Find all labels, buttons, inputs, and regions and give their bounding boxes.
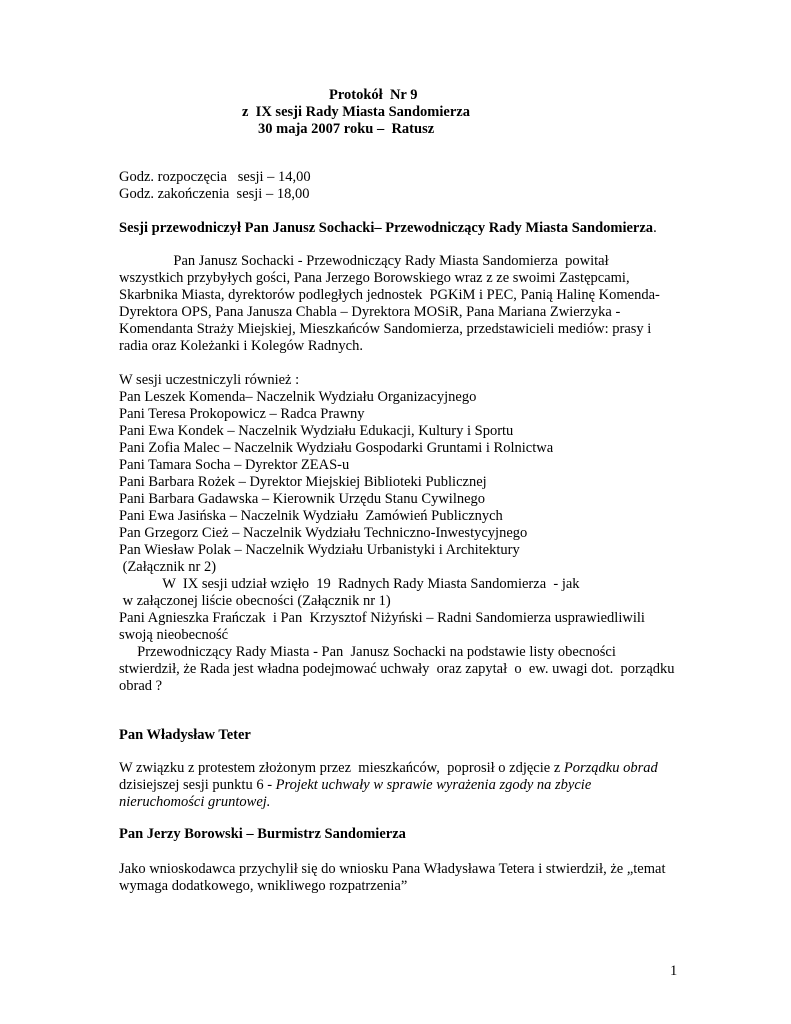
participant-item: Pani Ewa Jasińska – Naczelnik Wydziału Zamówień Publicznych [119,508,503,524]
speaker-text: W związku z protestem złożonym przez mieszkańców, poprosił o zdjęcie z [119,760,564,776]
intro-line: Skarbnika Miasta, dyrektorów podległych jednostek PGKiM i PEC, Panią Halinę Komenda- [119,287,660,303]
speaker-heading: Pan Jerzy Borowski – Burmistrz Sandomierza [119,826,406,842]
chair-statement-bold: Sesji przewodniczył Pan Janusz Sochacki– Przewodniczący Rady Miasta Sandomierza [119,220,654,236]
intro-line: Dyrektora OPS, Pana Janusza Chabla – Dyrektora MOSiR, Pana Mariana Zwierzyka - [119,304,621,320]
participant-item: Pani Ewa Kondek – Naczelnik Wydziału Edukacji, Kultury i Sportu [119,423,514,439]
intro-line: radia oraz Koleżanki i Kolegów Radnych. [119,338,363,354]
participant-item: Pan Leszek Komenda– Naczelnik Wydziału Organizacyjnego [119,389,477,405]
attendance-line: w załączonej liście obecności (Załącznik nr 1) [119,593,391,609]
speaker-heading: Pan Władysław Teter [119,727,251,743]
speaker-text-line: wymaga dodatkowego, wnikliwego rozpatrzenia” [119,878,408,894]
attendance-line: Przewodniczący Rady Miasta - Pan Janusz Sochacki na podstawie listy obecności [119,644,616,660]
speaker-text-italic: Porządku obrad [563,760,658,776]
intro-line: wszystkich przybyłych gości, Pana Jerzego Borowskiego wraz z ze swoimi Zastępcami, [119,270,630,286]
attendance-line: obrad ? [119,678,163,694]
speaker-text-italic: Projekt uchwały w sprawie wyrażenia zgody na zbycie [275,777,592,793]
participant-item: Pani Tamara Socha – Dyrektor ZEAS-u [119,457,350,473]
participant-item: Pani Zofia Malec – Naczelnik Wydziału Gospodarki Gruntami i Rolnictwa [119,440,554,456]
participant-item: Pan Wiesław Polak – Naczelnik Wydziału Urbanistyki i Architektury [119,542,520,558]
page-number: 1 [670,963,678,979]
intro-line: Pan Janusz Sochacki - Przewodniczący Rady Miasta Sandomierza powitał [119,253,609,269]
intro-line: Komendanta Straży Miejskiej, Mieszkańców Sandomierza, przedstawicieli mediów: prasy i [119,321,652,337]
speaker-text-line: nieruchomości gruntowej. [119,794,271,810]
speaker-text-line [119,777,591,794]
chair-statement [119,220,657,237]
participants-heading: W sesji uczestniczyli również : [119,372,300,388]
attendance-line: stwierdził, że Rada jest władna podejmować uchwały oraz zapytał o ew. uwagi dot. porządku [119,661,675,677]
session-date: 30 maja 2007 roku – Ratusz [258,121,435,137]
speaker-text-line [119,760,658,777]
session-title: z IX sesji Rady Miasta Sandomierza [242,104,470,120]
attendance-line: W IX sesji udział wzięło 19 Radnych Rady Miasta Sandomierza - jak [119,576,580,592]
chair-statement-period: . [653,220,657,236]
attendance-line: Pani Agnieszka Frańczak i Pan Krzysztof Niżyński – Radni Sandomierza usprawiedliwili [119,610,645,626]
speaker-text-line: Jako wnioskodawca przychylił się do wniosku Pana Władysława Tetera i stwierdził, że „temat [119,861,666,877]
participant-item: Pani Barbara Gadawska – Kierownik Urzędu Stanu Cywilnego [119,491,486,507]
protocol-title: Protokół Nr 9 [329,87,418,103]
attachment-note: (Załącznik nr 2) [119,559,217,575]
participant-item: Pani Teresa Prokopowicz – Radca Prawny [119,406,365,422]
participant-item: Pan Grzegorz Cież – Naczelnik Wydziału Techniczno-Inwestycyjnego [119,525,528,541]
end-time: Godz. zakończenia sesji – 18,00 [119,186,310,202]
participant-item: Pani Barbara Rożek – Dyrektor Miejskiej Biblioteki Publicznej [119,474,487,490]
start-time: Godz. rozpoczęcia sesji – 14,00 [119,169,311,185]
attendance-line: swoją nieobecność [119,627,229,643]
speaker-text: dzisiejszej sesji punktu 6 - [119,777,276,793]
